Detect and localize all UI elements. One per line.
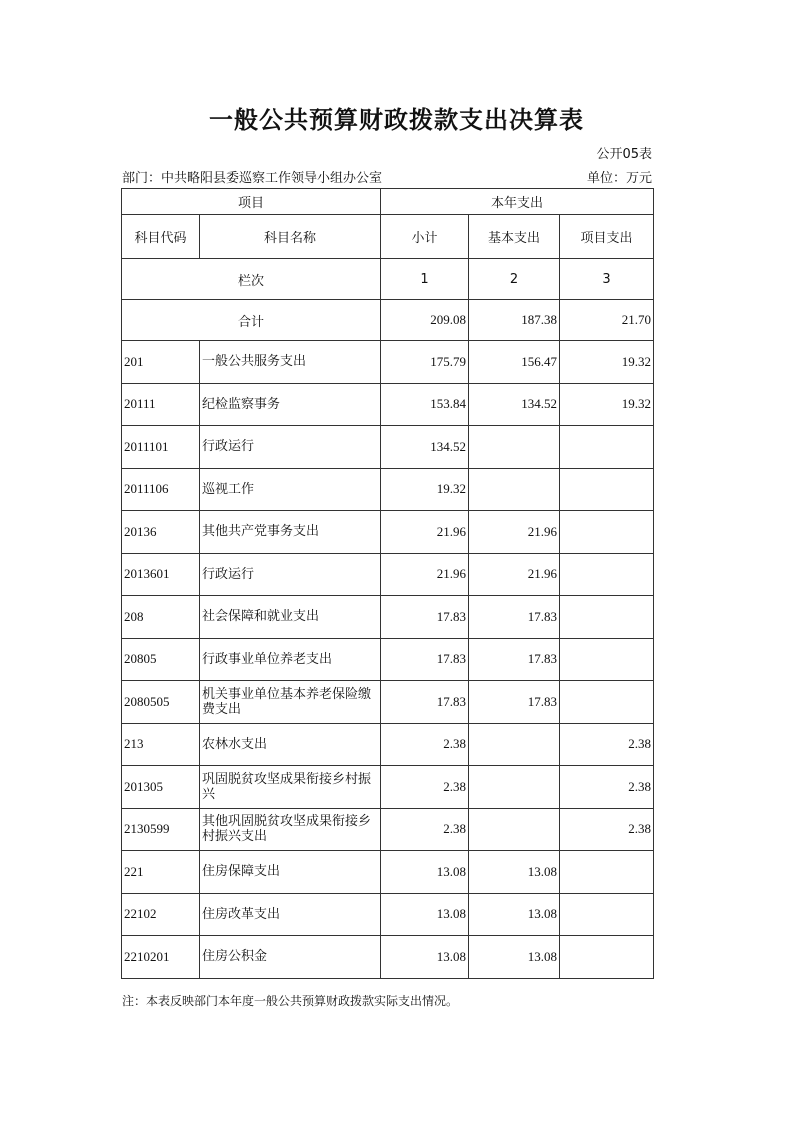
- page-title: 一般公共预算财政拨款支出决算表: [209, 106, 584, 134]
- row-name: 住房改革支出: [200, 893, 381, 936]
- header-row-1: [122, 189, 654, 215]
- row-project: 2.38: [560, 808, 654, 851]
- table-row: [122, 723, 654, 766]
- row-name: 其他巩固脱贫攻坚成果衔接乡村振兴支出: [200, 808, 381, 851]
- table-row: [122, 553, 654, 596]
- row-name: 行政运行: [200, 426, 381, 469]
- total-project: 21.70: [560, 300, 654, 341]
- row-project: [560, 638, 654, 681]
- row-basic: [469, 426, 560, 469]
- header-name: 科目名称: [200, 215, 381, 259]
- row-code: 2013601: [122, 553, 200, 596]
- table-row: [122, 936, 654, 979]
- header-subtotal: 小计: [381, 215, 469, 259]
- unit-label: 单位：万元: [586, 171, 652, 186]
- row-subtotal: 17.83: [381, 681, 469, 724]
- table-row: [122, 766, 654, 809]
- row-project: [560, 511, 654, 554]
- row-code: 221: [122, 851, 200, 894]
- row-code: 201: [122, 341, 200, 384]
- row-basic: 13.08: [469, 893, 560, 936]
- row-basic: [469, 723, 560, 766]
- column-number-row: [122, 259, 654, 300]
- row-project: 19.32: [560, 341, 654, 384]
- table-row: [122, 426, 654, 469]
- column-number-label: 栏次: [122, 259, 381, 300]
- row-project: [560, 936, 654, 979]
- row-code: 20805: [122, 638, 200, 681]
- total-label: 合计: [122, 300, 381, 341]
- table-row: [122, 638, 654, 681]
- row-subtotal: 17.83: [381, 638, 469, 681]
- row-name: 行政运行: [200, 553, 381, 596]
- row-subtotal: 175.79: [381, 341, 469, 384]
- table-row: [122, 681, 654, 724]
- row-project: [560, 596, 654, 639]
- row-subtotal: 13.08: [381, 893, 469, 936]
- row-code: 213: [122, 723, 200, 766]
- row-code: 2080505: [122, 681, 200, 724]
- total-basic: 187.38: [469, 300, 560, 341]
- row-code: 2210201: [122, 936, 200, 979]
- row-basic: 13.08: [469, 851, 560, 894]
- row-code: 20111: [122, 383, 200, 426]
- row-project: [560, 553, 654, 596]
- table-row: [122, 851, 654, 894]
- row-name: 农林水支出: [200, 723, 381, 766]
- row-subtotal: 21.96: [381, 511, 469, 554]
- row-code: 208: [122, 596, 200, 639]
- row-project: [560, 426, 654, 469]
- row-basic: [469, 766, 560, 809]
- table-row: [122, 893, 654, 936]
- row-basic: [469, 468, 560, 511]
- row-code: 2130599: [122, 808, 200, 851]
- row-project: 19.32: [560, 383, 654, 426]
- row-name: 其他共产党事务支出: [200, 511, 381, 554]
- row-name: 机关事业单位基本养老保险缴费支出: [200, 681, 381, 724]
- row-subtotal: 153.84: [381, 383, 469, 426]
- row-name: 一般公共服务支出: [200, 341, 381, 384]
- table-row: [122, 468, 654, 511]
- row-subtotal: 134.52: [381, 426, 469, 469]
- budget-table: [121, 188, 654, 979]
- header-project-expense: 项目支出: [560, 215, 654, 259]
- row-project: [560, 681, 654, 724]
- row-subtotal: 13.08: [381, 936, 469, 979]
- table-row: [122, 341, 654, 384]
- header-basic: 基本支出: [469, 215, 560, 259]
- row-basic: 156.47: [469, 341, 560, 384]
- row-subtotal: 2.38: [381, 808, 469, 851]
- row-basic: 17.83: [469, 596, 560, 639]
- row-subtotal: 17.83: [381, 596, 469, 639]
- row-name: 纪检监察事务: [200, 383, 381, 426]
- table-row: [122, 596, 654, 639]
- row-code: 22102: [122, 893, 200, 936]
- row-name: 住房公积金: [200, 936, 381, 979]
- row-code: 20136: [122, 511, 200, 554]
- table-row: [122, 808, 654, 851]
- total-subtotal: 209.08: [381, 300, 469, 341]
- footnote: 注：本表反映部门本年度一般公共预算财政拨款实际支出情况。: [122, 994, 459, 1008]
- row-name: 巡视工作: [200, 468, 381, 511]
- row-subtotal: 2.38: [381, 723, 469, 766]
- row-subtotal: 2.38: [381, 766, 469, 809]
- header-code: 科目代码: [122, 215, 200, 259]
- row-basic: 21.96: [469, 511, 560, 554]
- header-row-2: [122, 215, 654, 259]
- row-subtotal: 21.96: [381, 553, 469, 596]
- total-row: [122, 300, 654, 341]
- row-project: [560, 851, 654, 894]
- row-code: 2011101: [122, 426, 200, 469]
- column-number-2: 2: [469, 259, 560, 300]
- table-row: [122, 383, 654, 426]
- row-project: 2.38: [560, 766, 654, 809]
- row-name: 行政事业单位养老支出: [200, 638, 381, 681]
- row-name: 住房保障支出: [200, 851, 381, 894]
- row-subtotal: 13.08: [381, 851, 469, 894]
- row-basic: 21.96: [469, 553, 560, 596]
- row-code: 2011106: [122, 468, 200, 511]
- form-number: 公开05表: [596, 147, 652, 162]
- row-code: 201305: [122, 766, 200, 809]
- row-name: 巩固脱贫攻坚成果衔接乡村振兴: [200, 766, 381, 809]
- column-number-3: 3: [560, 259, 654, 300]
- department-label: 部门：中共略阳县委巡察工作领导小组办公室: [122, 171, 383, 186]
- row-project: [560, 468, 654, 511]
- header-project: 项目: [122, 189, 381, 215]
- row-basic: [469, 808, 560, 851]
- row-basic: 17.83: [469, 638, 560, 681]
- table-row: [122, 511, 654, 554]
- row-name: 社会保障和就业支出: [200, 596, 381, 639]
- row-project: 2.38: [560, 723, 654, 766]
- row-subtotal: 19.32: [381, 468, 469, 511]
- row-basic: 134.52: [469, 383, 560, 426]
- header-current-year: 本年支出: [381, 189, 654, 215]
- row-basic: 17.83: [469, 681, 560, 724]
- column-number-1: 1: [381, 259, 469, 300]
- row-basic: 13.08: [469, 936, 560, 979]
- row-project: [560, 893, 654, 936]
